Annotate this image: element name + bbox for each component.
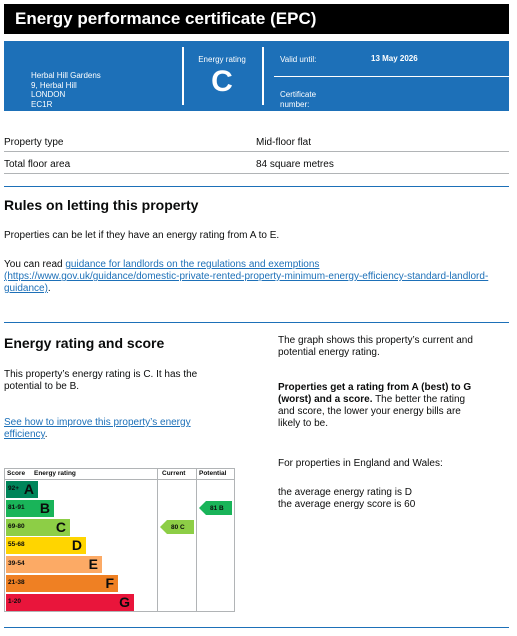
graph-explanation — [278, 335, 503, 359]
landlord-guidance-url[interactable]: (https://www.gov.uk/guidance/domestic-private-rented-property-minimum-energy-efficiency-standard-landlord- — [4, 271, 489, 282]
arrow-tip — [160, 520, 167, 534]
bold-text: Properties get a rating from A (best) to G — [278, 382, 472, 393]
rating-band-e — [6, 556, 102, 573]
band-letter: F — [105, 575, 114, 591]
band-letter: C — [55, 518, 66, 535]
chart-header-divider — [5, 479, 234, 480]
band-score-range: 55-68 — [8, 541, 25, 549]
property-address — [31, 71, 101, 109]
energy-rating-chart — [4, 468, 235, 612]
rating-band-f — [6, 575, 118, 592]
text-line: potential energy rating. — [278, 347, 380, 358]
floor-area-value: 84 square metres — [256, 159, 334, 170]
arrow-tip — [199, 501, 206, 515]
valid-until-label: Valid until: — [280, 55, 317, 64]
current-header: Current — [162, 470, 186, 477]
rating-band-d — [6, 537, 86, 554]
rating-band-c — [6, 519, 70, 536]
band-letter: E — [88, 556, 98, 573]
average-rating-text — [278, 487, 503, 511]
potential-rating-arrow — [206, 501, 232, 515]
period: . — [47, 283, 51, 294]
improve-efficiency-link[interactable]: efficiency — [4, 429, 45, 440]
guidance-prefix: You can read — [4, 259, 66, 270]
text: The better the rating — [372, 394, 466, 405]
band-score-range: 1-20 — [8, 597, 22, 605]
potential-header: Potential — [199, 470, 227, 477]
text-line: potential to be B. — [4, 381, 80, 392]
rating-scale-explanation — [278, 382, 503, 430]
floor-area-row — [4, 154, 509, 174]
address-line: 9, Herbal Hill — [31, 80, 77, 90]
text-line: The graph shows this property’s current and — [278, 335, 473, 346]
energy-rating-header: Energy rating — [34, 470, 76, 477]
energy-rating-label: Energy rating — [198, 55, 246, 64]
band-score-range: 39-54 — [8, 560, 25, 568]
divider — [182, 47, 184, 105]
region-label: For properties in England and Wales: — [278, 458, 443, 469]
current-rating-arrow — [167, 520, 194, 534]
rating-heading: Energy rating and score — [4, 335, 165, 351]
current-rating-text — [4, 369, 197, 393]
section-divider — [4, 186, 509, 187]
score-header: Score — [7, 470, 26, 477]
certificate-label-line: number: — [280, 99, 310, 109]
band-score-range: 21-38 — [8, 579, 25, 586]
chart-column-divider — [157, 469, 158, 611]
rating-band-g — [6, 594, 134, 611]
band-score-range: 81-91 — [8, 503, 25, 511]
text-line: the average energy score is 60 — [278, 499, 416, 510]
period: . — [44, 429, 48, 440]
divider — [262, 47, 264, 105]
text-line: and score, the lower your energy bills are — [278, 406, 461, 417]
property-type-row — [4, 132, 509, 152]
band-score-range: 92+ — [8, 485, 20, 492]
letting-heading: Rules on letting this property — [4, 197, 199, 213]
landlord-guidance-link[interactable]: guidance for landlords on the regulations and exemptions — [65, 259, 320, 270]
landlord-guidance-text — [4, 259, 488, 295]
section-divider — [4, 322, 509, 323]
band-letter: A — [23, 481, 34, 497]
page-title: Energy performance certificate (EPC) — [4, 4, 509, 34]
divider — [274, 76, 509, 77]
property-type-value: Mid-floor flat — [256, 137, 312, 148]
rating-band-a — [6, 481, 38, 498]
band-letter: B — [39, 499, 50, 516]
improve-efficiency-text — [4, 417, 191, 441]
section-divider — [4, 627, 509, 628]
band-letter: G — [119, 593, 130, 610]
landlord-guidance-url[interactable]: guidance) — [4, 283, 48, 294]
valid-until-date: 13 May 2026 — [371, 54, 418, 63]
certificate-label-line: Certificate — [280, 90, 317, 99]
epc-summary-header — [4, 41, 509, 111]
chart-column-divider — [196, 469, 197, 611]
arrow-label: 80 C — [167, 520, 194, 534]
arrow-label: 81 B — [206, 501, 232, 515]
band-score-range: 69-80 — [8, 522, 25, 530]
address-line: LONDON — [31, 90, 66, 99]
energy-rating-letter: C — [211, 65, 233, 98]
property-type-key: Property type — [4, 137, 64, 148]
floor-area-key: Total floor area — [4, 159, 71, 170]
letting-rule-text: Properties can be let if they have an energy rating from A to E. — [4, 230, 280, 241]
bold-text: (worst) and a score. — [278, 394, 373, 405]
improve-efficiency-link[interactable]: See how to improve this property’s energy — [4, 417, 191, 428]
address-line: EC1R — [31, 99, 53, 109]
text-line: the average energy rating is D — [278, 487, 412, 498]
band-letter: D — [71, 537, 82, 554]
rating-band-b — [6, 500, 54, 517]
text-line: This property’s energy rating is C. It has the — [4, 369, 198, 380]
text-line: likely to be. — [278, 418, 329, 429]
address-line: Herbal Hill Gardens — [31, 71, 101, 80]
certificate-number-label — [280, 90, 316, 109]
